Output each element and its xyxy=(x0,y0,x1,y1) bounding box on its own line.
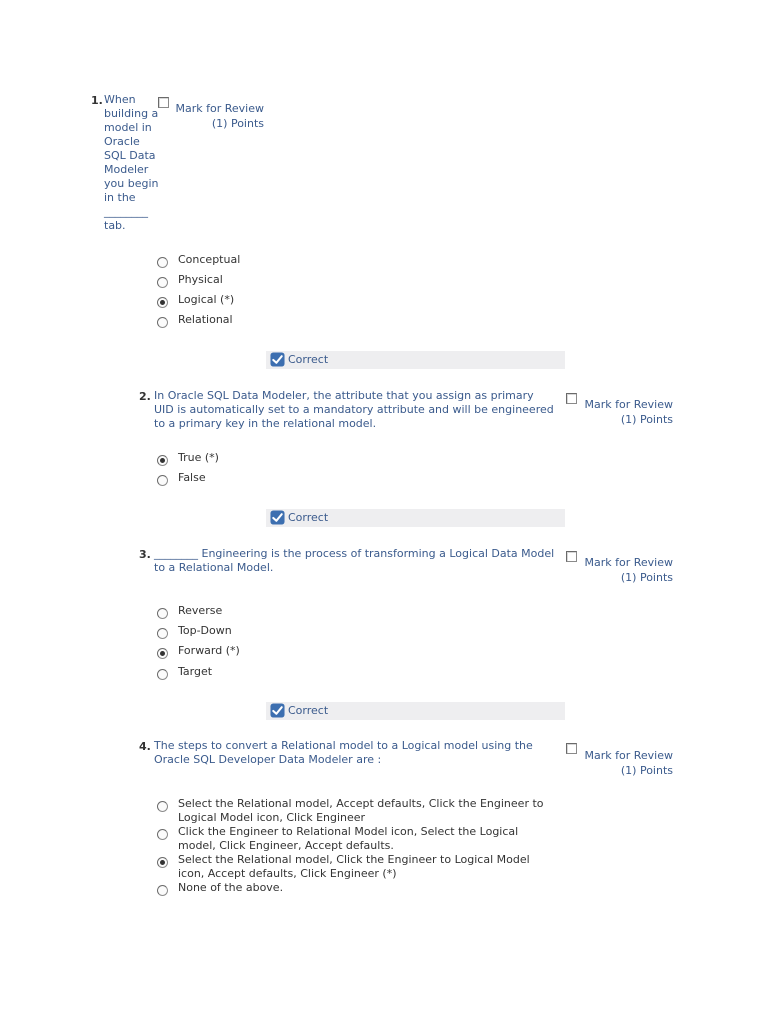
points-label: (1) Points xyxy=(620,764,673,777)
radio-button[interactable] xyxy=(157,475,168,486)
question-number: 2. xyxy=(139,390,151,403)
result-label: Correct xyxy=(288,704,329,717)
result-banner xyxy=(266,351,565,369)
option-label: True (*) xyxy=(178,451,219,464)
checkmark-icon xyxy=(270,703,285,718)
option-label: False xyxy=(178,471,206,484)
mark-for-review-block xyxy=(583,748,673,778)
question-text: The steps to convert a Relational model to a Logical model using the Oracle SQL Developer Data Modeler are : xyxy=(154,739,533,766)
points-label: (1) Points xyxy=(620,413,673,426)
option-label: Reverse xyxy=(178,604,223,617)
radio-button[interactable] xyxy=(157,669,168,680)
option-label: None of the above. xyxy=(178,881,284,894)
question-number: 1. xyxy=(91,94,103,107)
mark-for-review-checkbox[interactable] xyxy=(566,393,577,404)
option-label: Select the Relational model, Click the Engineer to Logical Model icon, Accept defaults, Click Engineer (*) xyxy=(178,853,530,880)
result-banner xyxy=(266,702,565,720)
mark-for-review-checkbox[interactable] xyxy=(566,743,577,754)
radio-button-selected[interactable] xyxy=(157,455,168,466)
points-label: (1) Points xyxy=(620,571,673,584)
mark-for-review-block xyxy=(175,101,264,131)
checkmark-icon xyxy=(270,352,285,367)
checkmark-icon xyxy=(270,510,285,525)
radio-button[interactable] xyxy=(157,885,168,896)
radio-button-selected[interactable] xyxy=(157,648,168,659)
question-text: When building a model in Oracle SQL Data Modeler you begin in the ________ tab. xyxy=(104,93,159,232)
option-label: Relational xyxy=(178,313,233,326)
result-label: Correct xyxy=(288,353,329,366)
radio-button[interactable] xyxy=(157,608,168,619)
question-text: ________ Engineering is the process of transforming a Logical Data Model to a Relational Model. xyxy=(154,547,555,574)
mark-for-review-block xyxy=(583,555,673,585)
option-label: Physical xyxy=(178,273,223,286)
mark-for-review-checkbox[interactable] xyxy=(158,97,169,108)
mark-for-review-label: Mark for Review xyxy=(584,749,673,762)
option-label: Target xyxy=(178,665,213,678)
radio-button[interactable] xyxy=(157,317,168,328)
radio-button[interactable] xyxy=(157,277,168,288)
option-label: Conceptual xyxy=(178,253,241,266)
mark-for-review-label: Mark for Review xyxy=(584,398,673,411)
question-number: 3. xyxy=(139,548,151,561)
radio-button[interactable] xyxy=(157,801,168,812)
radio-button-selected[interactable] xyxy=(157,297,168,308)
radio-button[interactable] xyxy=(157,628,168,639)
option-label: Logical (*) xyxy=(178,293,235,306)
mark-for-review-label: Mark for Review xyxy=(175,102,264,115)
mark-for-review-label: Mark for Review xyxy=(584,556,673,569)
mark-for-review-checkbox[interactable] xyxy=(566,551,577,562)
radio-button[interactable] xyxy=(157,829,168,840)
result-banner xyxy=(266,509,565,527)
mark-for-review-block xyxy=(583,397,673,427)
option-label: Select the Relational model, Accept defaults, Click the Engineer to Logical Model icon, Click Engineer xyxy=(178,797,544,824)
option-label: Click the Engineer to Relational Model icon, Select the Logical model, Click Engineer, Accept defaults. xyxy=(178,825,519,852)
points-label: (1) Points xyxy=(211,117,264,130)
question-number: 4. xyxy=(139,740,151,753)
question-text: In Oracle SQL Data Modeler, the attribute that you assign as primary UID is automatically set to a mandatory attribute and will be engineered to a primary key in the relational model. xyxy=(154,389,554,430)
option-label: Top-Down xyxy=(178,624,232,637)
radio-button-selected[interactable] xyxy=(157,857,168,868)
option-label: Forward (*) xyxy=(178,644,240,657)
radio-button[interactable] xyxy=(157,257,168,268)
result-label: Correct xyxy=(288,511,329,524)
